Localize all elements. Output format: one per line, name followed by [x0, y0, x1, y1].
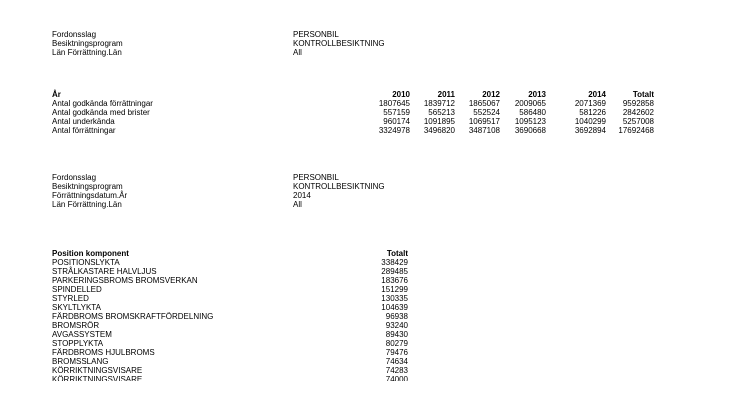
table-cell: 93240	[385, 321, 408, 330]
row-label: Antal underkända	[52, 117, 115, 126]
column-header: 2012	[482, 90, 500, 99]
table-row	[0, 285, 746, 294]
row-label: STRÅLKASTARE HALVLJUS	[52, 267, 157, 276]
table-row	[0, 276, 746, 285]
table-header-row	[0, 90, 746, 99]
table-row	[0, 366, 746, 375]
table-row	[0, 267, 746, 276]
row-label: SKYLTLYKTA	[52, 303, 101, 312]
filter-row	[0, 173, 746, 182]
filter-value: PERSONBIL	[293, 30, 339, 39]
filter-label: Förrättningsdatum.År	[52, 191, 128, 200]
row-label: PARKERINGSBROMS BROMSVERKAN	[52, 276, 198, 285]
filter-label: Fordonsslag	[52, 173, 97, 182]
table-cell: 74283	[385, 366, 408, 375]
table-cell: 1091895	[423, 117, 455, 126]
row-label: SPINDELLED	[52, 285, 102, 294]
table-cell: 89430	[385, 330, 408, 339]
table-cell: 74634	[385, 357, 408, 366]
table-cell: 17692468	[618, 126, 654, 135]
table-cell: 2071369	[574, 99, 606, 108]
filter-label: Besiktningsprogram	[52, 182, 123, 191]
table-cell: 1069517	[468, 117, 500, 126]
filter-label: Län Förrättning.Län	[52, 200, 122, 209]
column-header: 2013	[528, 90, 546, 99]
table-cell: 104639	[381, 303, 408, 312]
table-row	[0, 375, 746, 381]
column-header: 2011	[437, 90, 455, 99]
row-label: FÄRDBROMS BROMSKRAFTFÖRDELNING	[52, 312, 214, 321]
table-cell: 565213	[428, 108, 455, 117]
filter-value: KONTROLLBESIKTNING	[293, 182, 385, 191]
filter-value: PERSONBIL	[293, 173, 339, 182]
table-row	[0, 126, 746, 135]
table-row	[0, 108, 746, 117]
table-cell: 338429	[381, 258, 408, 267]
filter-value: All	[293, 200, 302, 209]
column-header: 2010	[392, 90, 410, 99]
table-cell: 3496820	[423, 126, 455, 135]
filter-value: 2014	[293, 191, 311, 200]
row-label: BROMSSLANG	[52, 357, 109, 366]
row-label: STOPPLYKTA	[52, 339, 104, 348]
table-row	[0, 117, 746, 126]
filter-row	[0, 39, 746, 48]
table-row	[0, 99, 746, 108]
row-label: STYRLED	[52, 294, 89, 303]
column-header: 2014	[588, 90, 606, 99]
table-cell: 1807645	[378, 99, 410, 108]
table-cell: 5257008	[622, 117, 654, 126]
table-row	[0, 303, 746, 312]
table-cell: 79476	[385, 348, 408, 357]
column-header: Totalt	[632, 90, 654, 99]
table-cell: 80279	[385, 339, 408, 348]
table-cell: 2842602	[622, 108, 654, 117]
table-cell: 1040299	[574, 117, 606, 126]
row-label: BROMSRÖR	[52, 321, 100, 330]
table-cell: 3324978	[378, 126, 410, 135]
table-cell: 183676	[381, 276, 408, 285]
table-cell: 2009065	[514, 99, 546, 108]
filter-label: Fordonsslag	[52, 30, 97, 39]
row-label: AVGASSYSTEM	[52, 330, 112, 339]
table-cell: 3487108	[468, 126, 500, 135]
row-label: KÖRRIKTNINGSVISARE	[52, 375, 143, 381]
table-cell: 3692894	[574, 126, 606, 135]
table-cell: 1865067	[468, 99, 500, 108]
table-row	[0, 258, 746, 267]
filter-label: Besiktningsprogram	[52, 39, 123, 48]
row-label: FÄRDBROMS HJULBROMS	[52, 348, 155, 357]
table-header-row	[0, 249, 746, 258]
table-row	[0, 339, 746, 348]
filter-row	[0, 182, 746, 191]
column-header: År	[52, 90, 61, 99]
row-label: KÖRRIKTNINGSVISARE	[52, 366, 143, 375]
table-row	[0, 330, 746, 339]
table-cell: 96938	[385, 312, 408, 321]
filter-value: KONTROLLBESIKTNING	[293, 39, 385, 48]
table-cell: 1095123	[514, 117, 546, 126]
table-cell: 3690668	[514, 126, 546, 135]
filter-row	[0, 191, 746, 200]
filter-row	[0, 200, 746, 209]
table-row	[0, 294, 746, 303]
table-cell: 552524	[473, 108, 500, 117]
table-cell: 1839712	[423, 99, 455, 108]
table-cell: 960174	[383, 117, 410, 126]
table-cell: 586480	[519, 108, 546, 117]
row-label: Antal förrättningar	[52, 126, 116, 135]
filter-row	[0, 30, 746, 39]
column-header: Totalt	[386, 249, 408, 258]
table-cell: 74000	[385, 375, 408, 381]
table-row	[0, 357, 746, 366]
table-cell: 9592858	[622, 99, 654, 108]
table-cell: 151299	[381, 285, 408, 294]
table-cell: 557159	[383, 108, 410, 117]
filter-label: Län Förrättning.Län	[52, 48, 122, 57]
row-label: Antal godkända förrättningar	[52, 99, 153, 108]
row-label: POSITIONSLYKTA	[52, 258, 120, 267]
table-row	[0, 348, 746, 357]
row-label: Antal godkända med brister	[52, 108, 150, 117]
table-cell: 289485	[381, 267, 408, 276]
table-row	[0, 321, 746, 330]
filter-row	[0, 48, 746, 57]
table-cell: 130335	[381, 294, 408, 303]
column-header: Position komponent	[52, 249, 129, 258]
filter-value: All	[293, 48, 302, 57]
table-cell: 581226	[579, 108, 606, 117]
table-row	[0, 312, 746, 321]
